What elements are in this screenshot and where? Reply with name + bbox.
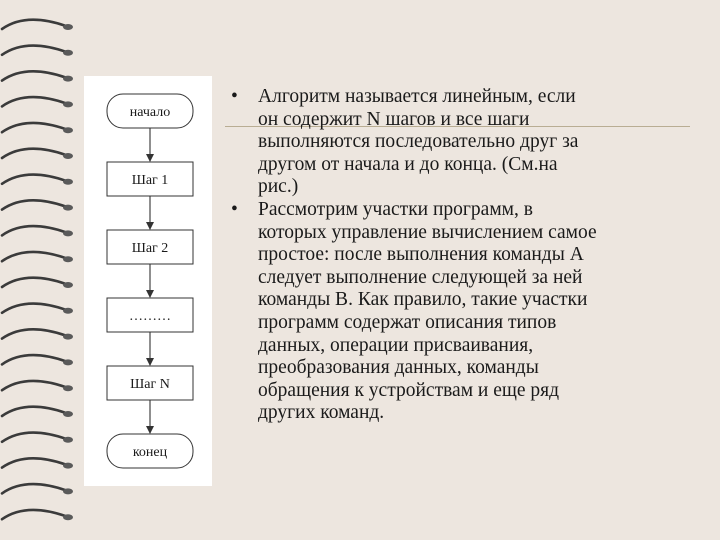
- spiral-ring: [2, 329, 73, 339]
- bullet-line: Алгоритм называется линейным, если: [258, 86, 576, 107]
- bullet-line: следует выполнение следующей за ней: [258, 266, 583, 288]
- bullet-line: которых управление вычислением самое: [258, 221, 597, 243]
- bullet-item: [228, 86, 698, 199]
- spiral-ring: [2, 174, 73, 184]
- node-label-step1: Шаг 1: [131, 173, 169, 188]
- spiral-ring: [2, 226, 73, 236]
- spiral-ring: [2, 123, 73, 133]
- bullet-line: других команд.: [258, 402, 385, 424]
- bullet-marker: •: [231, 198, 238, 220]
- bullet-line: обращения к устройствам и еще ряд: [258, 379, 560, 401]
- bullet-line: команды В. Как правило, такие участки: [258, 289, 588, 311]
- spiral-ring: [2, 97, 73, 107]
- bullet-line: данных, операции присваивания,: [258, 334, 534, 356]
- bullet-line: другом от начала и до конца. (См.на: [258, 153, 558, 175]
- spiral-ring: [2, 432, 73, 442]
- node-label-stepN: Шаг N: [130, 377, 170, 392]
- spiral-ring: [2, 303, 73, 313]
- spiral-ring: [2, 510, 73, 520]
- bullet-line: простое: после выполнения команды А: [258, 244, 584, 266]
- bullet-marker: •: [231, 86, 238, 107]
- spiral-ring: [2, 484, 73, 494]
- spiral-ring: [2, 45, 73, 55]
- spiral-ring: [2, 200, 73, 210]
- spiral-ring: [2, 71, 73, 81]
- node-label-start: начало: [129, 105, 171, 120]
- bullet-line: выполняются последовательно друг за: [258, 131, 579, 153]
- flowchart-panel: [84, 76, 212, 486]
- spiral-ring: [2, 278, 73, 288]
- spiral-binding: [0, 0, 90, 540]
- bullet-list: [228, 86, 698, 425]
- bullet-item: [228, 199, 698, 425]
- spiral-ring: [2, 407, 73, 417]
- text-block: [228, 86, 698, 425]
- node-label-end: конец: [132, 445, 168, 460]
- bullet-line: программ содержат описания типов: [258, 311, 557, 333]
- bullet-line: рис.): [258, 176, 299, 198]
- node-label-step2: Шаг 2: [131, 241, 169, 256]
- spiral-ring: [2, 252, 73, 262]
- spiral-ring: [2, 381, 73, 391]
- spiral-ring: [2, 355, 73, 365]
- spiral-ring: [2, 149, 73, 159]
- spiral-ring: [2, 20, 73, 30]
- spiral-ring: [2, 458, 73, 468]
- bullet-line: преобразования данных, команды: [258, 357, 539, 379]
- bullet-line: он содержит N шагов и все шаги: [258, 108, 530, 130]
- flowchart-diagram: [84, 76, 212, 486]
- node-label-ellipsis: ………: [129, 309, 171, 324]
- bullet-line: Рассмотрим участки программ, в: [258, 198, 533, 220]
